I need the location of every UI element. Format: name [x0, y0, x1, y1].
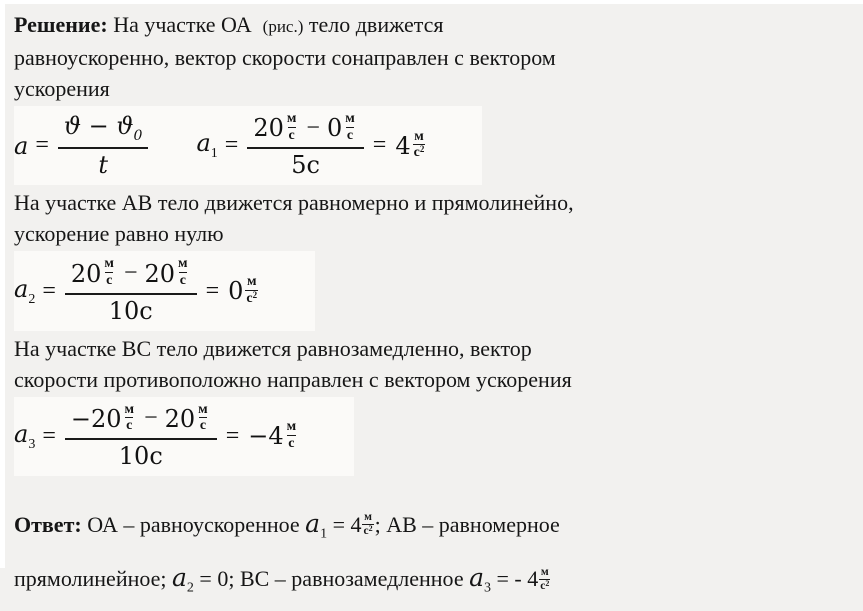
fraction-a3-denominator: 10с [65, 438, 217, 470]
formula-a3-lhs [14, 420, 35, 453]
fraction-a2 [65, 257, 197, 324]
fraction-a1-denominator: 5с [247, 147, 363, 179]
unit-m-per-s: м с [198, 401, 208, 434]
answer-a3-equals: = - 4 [496, 566, 539, 592]
answer-line1 [14, 502, 863, 556]
solution-paragraph1-line2: равноускоренно, вектор скорости сонаправлен с вектором [14, 45, 556, 70]
fraction-a3 [65, 403, 217, 470]
solution-paragraph2-line2: ускорение равно нулю [14, 221, 224, 247]
solution-paragraph3-line1: На участке ВС тело движется равнозамедленно, вектор [14, 335, 532, 361]
unit-m-per-s: м с [286, 419, 297, 451]
minus-sign: − [123, 260, 138, 287]
fraction-a1-numerator [247, 112, 363, 147]
formula-a3-result [248, 420, 299, 452]
result-value: −4 [248, 422, 284, 451]
fraction-a1 [247, 112, 363, 179]
answer-line2 [14, 556, 863, 610]
solution-paragraph2-line1: На участке АВ тело движется равномерно и прямолинейно, [14, 190, 574, 216]
velocity-difference [64, 112, 143, 144]
formula-row-2 [14, 251, 315, 330]
answer-a2: $a_2$ [172, 563, 194, 596]
squared-exponent: 2 [419, 144, 425, 155]
a1-subscript: 1 [210, 146, 218, 162]
answer-a1-equals: = 4 [332, 512, 362, 538]
value-0: 0 [326, 114, 343, 143]
semicolon: ; [374, 512, 381, 538]
equals-sign: = [42, 422, 56, 449]
answer-seg4: ВС – равнозамедленное [239, 566, 464, 592]
solution-p1-seg2: тело движется [308, 12, 444, 37]
answer-a2-equals: = 0; [199, 566, 235, 592]
formula-a1-lhs [196, 129, 217, 162]
fraction-a2-numerator [65, 257, 197, 292]
answer-section [14, 502, 863, 611]
equals-sign: = [35, 132, 49, 159]
value-20: 20 [253, 114, 284, 143]
value-20: 20 [70, 259, 102, 288]
formula-a2-result [228, 275, 260, 307]
figure-reference: (рис.) [262, 17, 304, 36]
solution-label: Решение: [14, 12, 108, 37]
unit-m-per-s2: $\frac{м}{с^2}$ [363, 511, 373, 538]
formula-row-3 [14, 397, 354, 476]
a1-variable: a [196, 129, 211, 158]
formula-a2-lhs [14, 275, 35, 308]
answer-a1: $a_1$ [305, 509, 328, 542]
formula-row-1 [14, 106, 482, 185]
fraction-denominator-time: t [58, 147, 149, 179]
a2-variable: a [14, 274, 29, 303]
squared-exponent: 2 [368, 524, 373, 534]
answer-a3: $a_3$ [469, 563, 492, 596]
solution-paragraph3-line2: скорости противоположно направлен с вектором ускорения [14, 366, 572, 392]
answer-seg2: АВ – равномерное [386, 512, 560, 538]
minus-sign: − [144, 405, 158, 432]
unit-m-per-s: м с [178, 256, 188, 289]
equals-sign: = [224, 132, 239, 159]
formula-general-lhs: a [14, 131, 29, 160]
solution-p1-seg1: На участке ОА [113, 12, 252, 37]
a2-subscript: 2 [28, 291, 36, 307]
solution-paragraph1-line1 [14, 9, 863, 42]
result-value: 0 [228, 277, 244, 306]
equals-sign: = [42, 277, 56, 304]
a3-variable: a [14, 419, 29, 448]
answer-label: Ответ: [14, 512, 82, 538]
fraction-a2-denominator: 10с [65, 293, 197, 325]
formula-a2 [14, 257, 260, 324]
velocity-symbols: ϑ − ϑ [63, 112, 134, 141]
unit-m-per-s2: м $с^2$ [413, 128, 425, 161]
initial-velocity-subscript: 0 [133, 128, 143, 145]
fraction-a3-numerator [65, 403, 217, 438]
unit-m-per-s: м с [345, 111, 355, 143]
formula-a1-result [395, 130, 427, 162]
fraction-velocity-over-time [58, 112, 149, 179]
equals-sign: = [372, 132, 387, 159]
answer-seg3: прямолинейное; [14, 566, 167, 592]
fraction-numerator [58, 112, 149, 147]
value-minus-20: −20 [70, 404, 122, 433]
unit-m-per-s2: м $с^2$ [246, 273, 258, 306]
equals-sign: = [225, 422, 240, 449]
answer-seg1: ОА – равноускоренное [87, 512, 300, 538]
result-value: 4 [395, 131, 411, 160]
formula-general-acceleration [14, 112, 150, 179]
unit-m-per-s: м с [104, 256, 114, 289]
squared-exponent: 2 [252, 289, 258, 300]
formula-a1 [196, 112, 427, 179]
value-20: 20 [144, 259, 176, 288]
value-20: 20 [164, 404, 196, 433]
unit-m-per-s: м с [286, 111, 297, 143]
minus-sign: − [306, 114, 320, 141]
unit-m-per-s: м с [124, 401, 135, 434]
unit-m-per-s2: $\frac{м}{с^2}$ [540, 565, 550, 592]
equals-sign: = [205, 277, 220, 304]
squared-exponent: 2 [545, 578, 550, 588]
a3-subscript: 3 [28, 436, 36, 452]
solution-paragraph1-line3: ускорения [14, 76, 110, 101]
formula-a3 [14, 403, 299, 470]
